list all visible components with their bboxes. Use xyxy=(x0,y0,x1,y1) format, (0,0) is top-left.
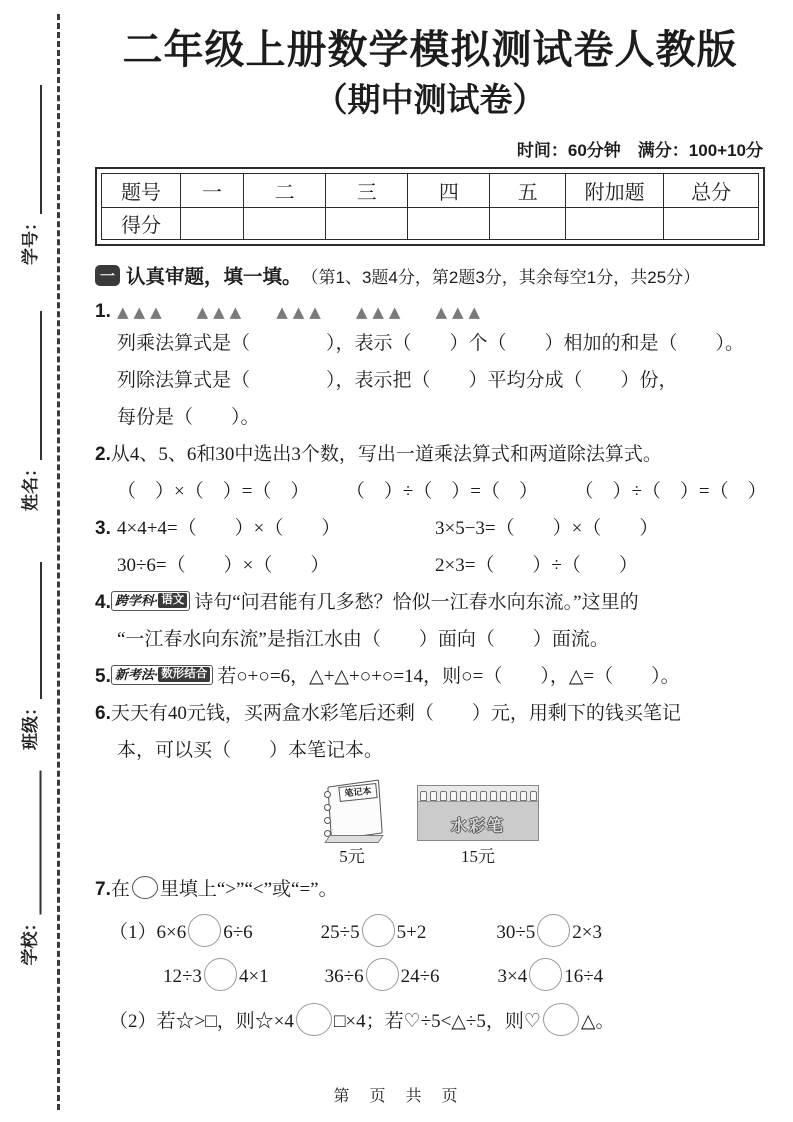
q7-item-right: 24÷6 xyxy=(400,966,440,987)
score-cell[interactable] xyxy=(326,208,408,240)
student-class-label: 班级： xyxy=(21,699,40,750)
badge-prefix: 新考法· xyxy=(114,667,159,682)
score-col-header: 附加题 xyxy=(566,174,664,208)
badge-chip: 数形结合 xyxy=(158,667,210,682)
notebook-icon xyxy=(321,779,383,841)
q7-s2c: △。 xyxy=(580,1011,615,1032)
q7-item-right: 6÷6 xyxy=(223,922,253,943)
notebook-cover-label: 笔记本 xyxy=(338,783,377,802)
q7-item-left: 30÷5 xyxy=(496,922,536,943)
score-cell[interactable] xyxy=(244,208,326,240)
triangle-groups xyxy=(95,299,765,325)
score-cell[interactable] xyxy=(664,208,759,240)
notebook-price: 5元 xyxy=(339,847,365,866)
badge-chip: 语文 xyxy=(158,593,187,608)
q7-item-right: 16÷4 xyxy=(564,966,604,987)
triangle-group-icon: ▲▲▲ xyxy=(355,303,406,321)
q7-intro-post: 里填上“>”“<”或“=”。 xyxy=(159,879,338,900)
triangle-group-icon: ▲▲▲ xyxy=(117,303,167,321)
question-3 xyxy=(95,510,765,584)
time-score-meta: 时间：60分钟 满分：100+10分 xyxy=(516,141,763,160)
q2-text: 从4、5、6和30中选出3个数，写出一道乘法算式和两道除法算式。 xyxy=(110,444,662,465)
triangle-group-icon: ▲▲▲ xyxy=(276,303,326,321)
student-id-field xyxy=(18,85,42,265)
section-title: 认真审题，填一填。 xyxy=(126,266,302,288)
question-1 xyxy=(95,299,765,436)
q7-item-left: 25÷5 xyxy=(320,922,360,943)
q7-item-right: 5+2 xyxy=(396,922,427,943)
score-cell[interactable] xyxy=(490,208,566,240)
q7-item-left: 36÷6 xyxy=(324,966,364,987)
compare-circle-blank[interactable] xyxy=(366,958,399,991)
score-row-label: 得分 xyxy=(102,208,181,240)
score-table xyxy=(95,167,765,246)
new-method-badge xyxy=(111,665,213,685)
q7-item-left: 12÷3 xyxy=(163,966,202,987)
student-school-field xyxy=(18,771,42,966)
q4-line2: “一江春水向东流”是指江水由（ ）面向（ ）面流。 xyxy=(117,629,609,650)
score-col-header: 五 xyxy=(490,174,566,208)
question-number: 7. xyxy=(95,879,111,900)
section-score-note: （第1、3题4分，第2题3分，其余每空1分，共25分） xyxy=(301,267,701,287)
q3-r1c2: 3×5−3=（ ）×（ ） xyxy=(435,518,659,539)
student-id-label: 学号： xyxy=(21,214,40,265)
q3-r2c2: 2×3=（ ）÷（ ） xyxy=(435,555,638,576)
pen-caps xyxy=(418,786,538,802)
student-school-label: 学校： xyxy=(20,914,40,966)
seal-dashed-line xyxy=(57,14,60,1110)
q1-line3: 每份是（ ）。 xyxy=(117,407,260,428)
q2-eq3: （ ）÷（ ）=（ ） xyxy=(574,481,767,502)
compare-circle-blank[interactable] xyxy=(537,914,570,947)
triangle-group-icon: ▲▲▲ xyxy=(196,303,247,321)
score-col-header: 二 xyxy=(244,174,326,208)
score-cell[interactable] xyxy=(180,208,243,240)
q7-item-left: 3×4 xyxy=(497,966,528,987)
student-name-blank[interactable] xyxy=(22,311,42,460)
question-number: 4. xyxy=(95,592,111,613)
q5-text: 若○+○=6，△+△+○+○=14，则○=（ ），△=（ ）。 xyxy=(217,666,680,687)
q3-r2c1: 30÷6=（ ）×（ ） xyxy=(117,555,330,576)
watercolor-item xyxy=(417,785,539,867)
q6-line2: 本，可以买（ ）本笔记本。 xyxy=(117,740,384,761)
watercolor-box-label: 水彩笔 xyxy=(450,818,505,835)
score-col-header: 三 xyxy=(326,174,408,208)
score-col-header: 一 xyxy=(180,174,243,208)
paper-body xyxy=(95,0,765,1045)
compare-circle-blank[interactable] xyxy=(204,958,237,991)
question-number: 5. xyxy=(95,666,111,687)
section-number-badge: 一 xyxy=(95,265,120,286)
q7-sub1-label: （1） xyxy=(109,922,157,943)
q7-item-right: 4×1 xyxy=(238,966,269,987)
page-footer: 第 页 共 页 xyxy=(333,1088,460,1105)
student-name-label: 姓名： xyxy=(21,460,40,511)
q4-line1: 诗句“问君能有几多愁？恰似一江春水向东流。”这里的 xyxy=(194,592,639,613)
score-col-header: 题号 xyxy=(102,174,181,208)
compare-circle-blank[interactable] xyxy=(543,1003,579,1036)
student-id-blank[interactable] xyxy=(22,85,42,214)
score-cell[interactable] xyxy=(408,208,490,240)
q3-r1c1: 4×4+4=（ ）×（ ） xyxy=(117,518,341,539)
student-class-blank[interactable] xyxy=(22,562,42,699)
question-7 xyxy=(95,869,765,1045)
watercolor-price: 15元 xyxy=(461,847,495,866)
question-number: 6. xyxy=(95,703,111,724)
question-6 xyxy=(95,695,765,867)
q7-s2b: □×4；若♡÷5<△÷5，则♡ xyxy=(333,1011,541,1032)
question-number: 1. xyxy=(95,301,111,322)
section-one-header xyxy=(95,261,765,289)
watercolor-box-icon xyxy=(417,785,539,841)
q2-eq1: （ ）×（ ）=（ ） xyxy=(117,481,310,502)
q7-item-right: 2×3 xyxy=(572,922,602,943)
compare-circle-blank[interactable] xyxy=(529,958,562,991)
q6-item-pictures xyxy=(95,779,765,867)
q2-eq2: （ ）÷（ ）=（ ） xyxy=(345,481,539,502)
q1-line2: 列除法算式是（ ），表示把（ ）平均分成（ ）份， xyxy=(117,370,678,391)
question-4 xyxy=(95,584,765,658)
badge-prefix: 跨学科· xyxy=(114,593,159,608)
compare-circle-blank[interactable] xyxy=(296,1003,332,1036)
score-col-header: 总分 xyxy=(664,174,759,208)
page-subtitle: （期中测试卷） xyxy=(314,81,546,118)
q6-line1: 天天有40元钱，买两盒水彩笔后还剩（ ）元，用剩下的钱买笔记 xyxy=(110,703,681,724)
q1-line1: 列乘法算式是（ ），表示（ ）个（ ）相加的和是（ ）。 xyxy=(117,333,745,354)
q7-intro-pre: 在 xyxy=(110,879,130,900)
notebook-item xyxy=(321,779,383,867)
question-2 xyxy=(95,436,765,510)
student-class-field xyxy=(18,562,42,750)
student-name-field xyxy=(18,311,42,511)
compare-circle-blank[interactable] xyxy=(132,876,158,899)
compare-circle-blank[interactable] xyxy=(188,914,221,947)
question-number: 2. xyxy=(95,444,111,465)
q7-sub2-label: （2） xyxy=(109,1011,157,1032)
q2-equations xyxy=(95,473,765,510)
q7-item-left: 6×6 xyxy=(156,922,187,943)
score-cell[interactable] xyxy=(566,208,664,240)
page-title: 二年级上册数学模拟测试卷人教版 xyxy=(122,28,738,72)
compare-circle-blank[interactable] xyxy=(362,914,395,947)
student-school-blank[interactable] xyxy=(22,771,42,915)
triangle-group-icon: ▲▲▲ xyxy=(435,303,486,321)
question-number: 3. xyxy=(95,518,111,539)
question-5 xyxy=(95,658,765,695)
cross-subject-badge xyxy=(111,591,190,611)
q7-s2a: 若☆>□，则☆×4 xyxy=(156,1011,294,1032)
score-col-header: 四 xyxy=(408,174,490,208)
